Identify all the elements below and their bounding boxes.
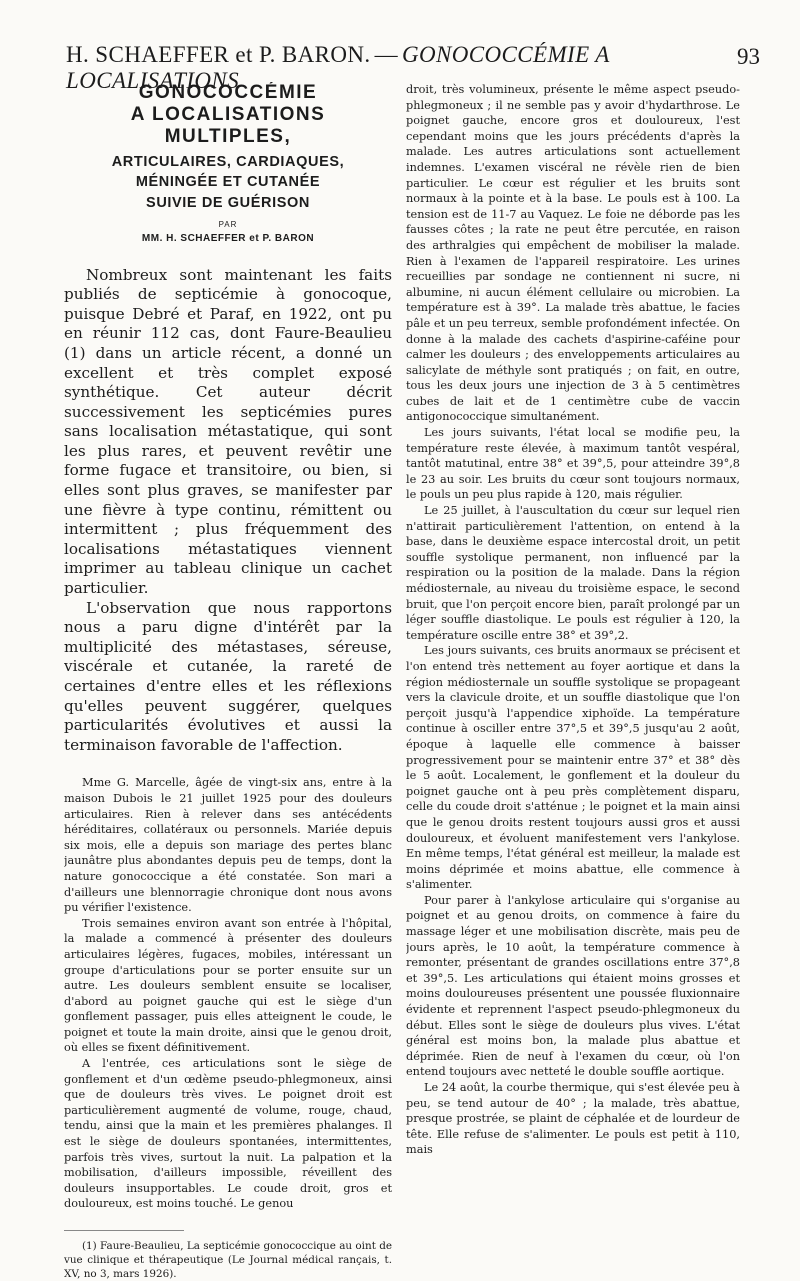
intro-paragraph: Nombreux sont maintenant les faits publiés de septicémie à gonocoque, puisque Debré et Paraf, en 1922, ont pu en réunir 112 cas, dont Faure-Beaulieu (1) dans un article récent, a donné un excellent et très complet exposé synthétique. Cet auteur décrit successivement les septicémies pures sans localisation métastatique, qui sont les plus rares, et peuvent revêtir une forme fugace et transitoire, ou bien, si elles sont plus graves, se manifester par une fièvre à type continu, rémittent ou intermittent ; plus fréquemment des localisations métastatiques viennent imprimer au tableau clinique un cachet particulier. — [64, 265, 392, 598]
case-paragraph: Mme G. Marcelle, âgée de vingt-six ans, entre à la maison Dubois le 21 juillet 1925 pour des douleurs articulaires. Rien à relever dans ses antécédents héréditaires, collatéraux ou personnels. Mariée depuis six mois, elle a depuis son mariage des pertes blanc jaunâtre plus abondantes depuis peu de temps, dont la nature gonococcique a été constatée. Son mari a d'ailleurs une blennorragie chronique dont nous avons pu vérifier l'existence. — [64, 776, 392, 915]
header-dash: — — [374, 42, 398, 67]
case-paragraph: Pour parer à l'ankylose articulaire qui s'organise au poignet et au genou droits, on commence à faire du massage léger et une mobilisation discrète, mais peu de jours après, le 10 août, la température commence à remonter, présentant de grandes oscillations entre 37°,8 et 39°,5. Les articulations qui étaient moins grosses et moins douloureuses présentent une poussée fluxionnaire évidente et reprennent l'aspect pseudo-phlegmoneux du début. Elles sont le siège de douleurs plus vives. L'état général est moins bon, la malade plus abattue et déprimée. Rien de neuf à l'examen du cœur, où l'on entend toujours avec netteté le double souffle aortique. — [406, 893, 740, 1079]
case-paragraph: Trois semaines environ avant son entrée à l'hôpital, la malade a commencé à présenter des douleurs articulaires légères, fugaces, mobiles, intéressant un groupe d'articulations pour se porter ensuite sur un autre. Les douleurs semblent ensuite se localiser, d'abord au poignet gauche qui est le siège d'un gonflement passager, puis elles atteignent le coude, le poignet et toute la main droite, ainsi que le genou droit, où elles se fixent définitivement. — [64, 916, 392, 1055]
par-label: PAR — [218, 219, 238, 229]
header-author-names: H. SCHAEFFER et P. BARON. — [66, 42, 371, 67]
case-paragraph: Le 25 juillet, à l'auscultation du cœur sur lequel rien n'attirait particulièrement l'attention, on entend à la base, dans le deuxième espace intercostal droit, un petit souffle systolique permanent, non influencé par la respiration ou la position de la malade. Dans la région médiosternale, au niveau du troisième espace, le second bruit, que l'on perçoit encore bien, paraît prolongé par un léger souffle diastolique. Le pouls est régulier à 120, la température oscille entre 38° et 39°,2. — [406, 504, 740, 642]
footnote — [64, 1239, 392, 1281]
left-column — [64, 82, 392, 1281]
title-line: ARTICULAIRES, CARDIAQUES, — [111, 153, 345, 170]
page-number: 93 — [737, 44, 760, 69]
title-line: SUIVIE DE GUÉRISON — [146, 194, 310, 211]
intro-paragraph: L'observation que nous rapportons nous a paru digne d'intérêt par la multiplicité des métastases, séreuse, viscérale et cutanée, la rareté de certaines d'entre elles et les réflexions qu'elles peuvent suggérer, quelques particularités évolutives et aussi la terminaison favorable de l'affection. — [64, 598, 392, 754]
case-paragraph: Le 24 août, la courbe thermique, qui s'est élevée peu à peu, se tend autour de 40° ; la malade, très abattue, presque prostrée, se plaint de céphalée et de lourdeur de tête. Elle refuse de s'alimenter. Le pouls est petit à 110, mais — [406, 1081, 740, 1157]
header-running-title: GONOCOCCÉMIE A LOCALISATIONS — [66, 42, 610, 93]
case-paragraph: A l'entrée, ces articulations sont le siège de gonflement et d'un œdème pseudo-phlegmoneux, ainsi que de douleurs très vives. Le poignet droit est particulièrement augmenté de volume, rouge, chaud, tendu, ainsi que la main et les premières phalanges. Il est le siège de douleurs spontanées, intermittentes, parfois très vives, surtout la nuit. La palpation et la mobilisation, d'ailleurs impossible, réveillent des douleurs insupportables. Le coude droit, gros et douloureux, est moins touché. Le genou — [64, 1057, 392, 1211]
article-title — [64, 82, 392, 212]
byline: MM. H. SCHAEFFER et P. BARON — [141, 232, 315, 244]
case-paragraph: droit, très volumineux, présente le même aspect pseudo-phlegmoneux ; il ne semble pas y avoir d'hydarthrose. Le poignet gauche, encore gros et douloureux, l'est cependant moins que les jours précédents d'après la malade. Les autres articulations sont actuellement indemnes. L'examen viscéral ne révèle rien de bien particulier. Le cœur est régulier et les bruits sont normaux à la pointe et à la base. Le pouls est à 100. La tension est de 11-7 au Vaquez. Le foie ne déborde pas les fausses côtes ; la rate ne peut être percutée, en raison des arthralgies qui empêchent de mobiliser la malade. Rien à l'examen de l'appareil respiratoire. Les urines recueillies par sondage ne contiennent ni sucre, ni albumine, ni aucun élément cellulaire ou microbien. La température est à 39°. La malade très abattue, le facies pâle et un peu terreux, semble profondément infectée. On donne à la malade des cachets d'aspirine-caféine pour calmer les douleurs ; des enveloppements articulaires au salicylate de méthyle sont pratiqués ; on fait, en outre, tous les deux jours une injection de 3 à 5 centimètres cubes de lait et de 1 centimètre cube de vaccin antigonococcique simultanément. — [406, 83, 740, 424]
title-line: MÉNINGÉE ET CUTANÉE — [135, 174, 321, 191]
title-line: MULTIPLES, — [164, 125, 292, 147]
case-paragraph: Les jours suivants, l'état local se modifie peu, la température reste élevée, à maximum tantôt vespéral, tantôt matutinal, entre 38° et 39°,5, pour atteindre 39°,8 le 23 au soir. Les bruits du cœur sont toujours normaux, le pouls un peu plus rapide à 120, mais régulier. — [406, 426, 740, 502]
running-header — [66, 42, 760, 93]
footnote-text: (1) Faure-Beaulieu, La septicémie gonococcique au oint de vue clinique et thérapeutique (Le Journal médical rançais, t. XV, no 3, mars 1926). — [64, 1240, 392, 1281]
case-paragraph: Les jours suivants, ces bruits anormaux se précisent et l'on entend très nettement au foyer aortique et dans la région médiosternale un souffle systolique se propageant vers la clavicule droite, et un souffle diastolique que l'on perçoit jusqu'à l'appendice xiphoïde. La température continue à osciller entre 37°,5 et 39°,5 jusqu'au 2 août, époque à laquelle elle commence à baisser progressivement pour se maintenir entre 37° et 38° dès le 5 août. Localement, le gonflement et la douleur du poignet gauche ont à peu près complètement disparu, celle du coude droit s'atténue ; le poignet et la main ainsi que le genou droits restent toujours aussi gros et aussi douloureux, et évoluent manifestement vers l'ankylose. En même temps, l'état général est meilleur, la malade est moins déprimée et moins abattue, elle commence à s'alimenter. — [406, 644, 740, 892]
right-column — [406, 82, 740, 1158]
case-report — [64, 775, 392, 1212]
title-line: A LOCALISATIONS — [130, 103, 326, 125]
title-line: GONOCOCCÉMIE — [138, 82, 318, 103]
intro-text — [64, 266, 392, 756]
footnote-separator — [64, 1230, 184, 1231]
